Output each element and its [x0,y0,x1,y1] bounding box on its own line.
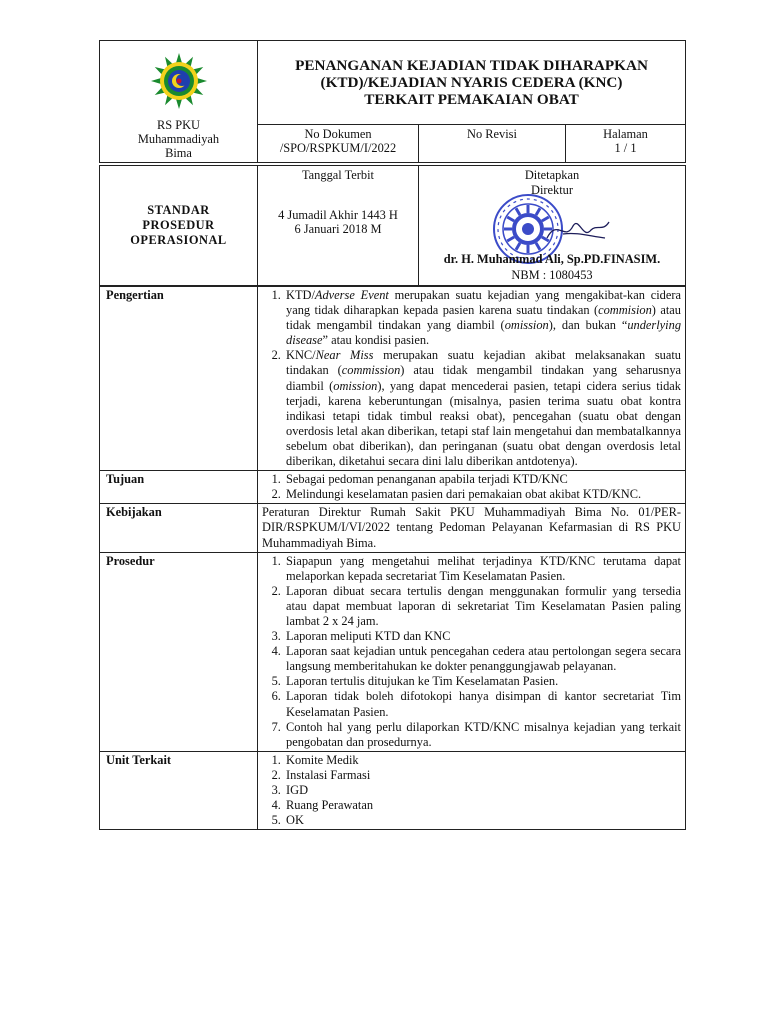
hospital-logo-icon [150,52,208,110]
tujuan-content [258,471,686,504]
document-title [258,41,686,125]
signature-icon [543,212,613,248]
unit-terkait-list [262,753,681,828]
unit-terkait-label: Unit Terkait [100,751,258,829]
sop-document [99,40,686,830]
title-line3: TERKAIT PEMAKAIAN OBAT [364,91,579,108]
pengertian-item: 2. KNC/Near Miss merupakan suatu kejadian akibat melaksanakan suatu tindakan (commission) atau tidak mengambil tindakan yang seharusnya diambil (omission), yang dapat mencederai pasien, tetapi cidera serius tidak terjadi, karena keberuntungan (misalnya, pasien terima suatu obat kontra indikasi tetapi tidak timbul reaksi obat), pencegahan (suatu obat dengan overdosis letal akan diberikan, tetapi staf lain mengetahui dan membatalkannya sebelum obat diberikan), dan peringanan (suatu obat dengan overdosis letal diberikan, diketahui secara dini lalu diberikan antdotenya). [284,348,681,469]
title-line1: PENANGANAN KEJADIAN TIDAK DIHARAPKAN [295,57,648,74]
pengertian-item: 1. KTD/Adverse Event merupakan suatu kejadian yang mengakibat-kan cidera yang tidak diharapkan kepada pasien karena suatu tindakan (commision) atau tidak mengambil tindakan yang diambil (omission), dan bukan “underlying disease” atau kondisi pasien. [284,288,681,348]
sop-label-line3: OPERASIONAL [130,233,227,247]
approved-label: Ditetapkan [524,168,580,182]
prosedur-item: 6. Laporan tidak boleh difotokopi hanya disimpan di kantor secretariat Tim Keselamatan Pasien. [284,689,681,719]
unit-terkait-content [258,751,686,829]
approver-name: dr. H. Muhammad Ali, Sp.PD.FINASIM. [443,252,661,266]
row-kebijakan [100,504,686,552]
prosedur-label: Prosedur [100,552,258,751]
prosedur-list [262,554,681,750]
row-prosedur [100,552,686,751]
prosedur-item: 3. Laporan meliputi KTD dan KNC [284,629,681,644]
title-line2: (KTD)/KEJADIAN NYARIS CEDERA (KNC) [320,74,623,91]
sop-label-line2: PROSEDUR [142,218,215,232]
hospital-name-line1: RS PKU [156,118,201,132]
content-table [99,286,686,830]
tujuan-item: 2. Melindungi keselamatan pasien dari pemakaian obat akibat KTD/KNC. [284,487,681,502]
revision-label: No Revisi [467,127,517,141]
issue-date-hijri: 4 Jumadil Akhir 1443 H [278,208,398,222]
prosedur-content [258,552,686,751]
issue-date-masehi: 6 Januari 2018 M [294,222,382,236]
hospital-identity [100,41,258,163]
approver-nbm: NBM : 1080453 [511,268,593,282]
row-unit-terkait [100,751,686,829]
prosedur-item: 4. Laporan saat kejadian untuk pencegahan cedera atau pertolongan segera secara langsung memberitahukan ke dokter penanggungjawab pelayanan. [284,644,681,674]
page-label: Halaman [603,127,648,141]
prosedur-item: 1. Siapapun yang mengetahui melihat terjadinya KTD/KNC terutama dapat melaporkan kepada secretariat Tim Keselamatan Pasien. [284,554,681,584]
hospital-name-line3: Bima [165,146,192,160]
sop-label [100,166,258,286]
tujuan-item: 1. Sebagai pedoman penanganan apabila terjadi KTD/KNC [284,472,681,487]
page-cell [566,125,686,163]
prosedur-item: 7. Contoh hal yang perlu dilaporkan KTD/KNC misalnya kejadian yang terkait pengobatan dan prosedurnya. [284,720,681,750]
doc-number-label: No Dokumen [304,127,372,141]
header-table [99,40,686,163]
kebijakan-label: Kebijakan [100,504,258,552]
page-value: 1 / 1 [614,141,637,155]
doc-number-cell [258,125,419,163]
unit-terkait-item: 1. Komite Medik [284,753,681,768]
unit-terkait-item: 4. Ruang Perawatan [284,798,681,813]
tujuan-list [262,472,681,502]
approval-table [99,165,686,286]
doc-number-value: /SPO/RSPKUM/I/2022 [279,141,397,155]
unit-terkait-item: 5. OK [284,813,681,828]
row-pengertian [100,287,686,471]
unit-terkait-item: 3. IGD [284,783,681,798]
prosedur-item: 2. Laporan dibuat secara tertulis dengan menggunakan formulir yang tersedia atau dapat membuat laporan di sekretariat Tim Keselamatan Pasien paling lambat 2 x 24 jam. [284,584,681,629]
tujuan-label: Tujuan [100,471,258,504]
pengertian-list [262,288,681,469]
sop-label-line1: STANDAR [147,203,210,217]
hospital-name-line2: Muhammadiyah [137,132,220,146]
pengertian-content [258,287,686,471]
prosedur-item: 5. Laporan tertulis ditujukan ke Tim Keselamatan Pasien. [284,674,681,689]
approver-role: Direktur [531,183,573,198]
unit-terkait-item: 2. Instalasi Farmasi [284,768,681,783]
row-tujuan [100,471,686,504]
issue-date-label: Tanggal Terbit [301,168,374,182]
pengertian-label: Pengertian [100,287,258,471]
revision-cell [419,125,566,163]
kebijakan-text: Peraturan Direktur Rumah Sakit PKU Muhammadiyah Bima No. 01/PER-DIR/RSPKUM/I/VI/2022 tentang Pedoman Pelayanan Kefarmasian di RS PKU Muhammadiyah Bima. [258,504,686,552]
issue-date-cell [258,166,419,286]
approval-cell [419,166,686,286]
